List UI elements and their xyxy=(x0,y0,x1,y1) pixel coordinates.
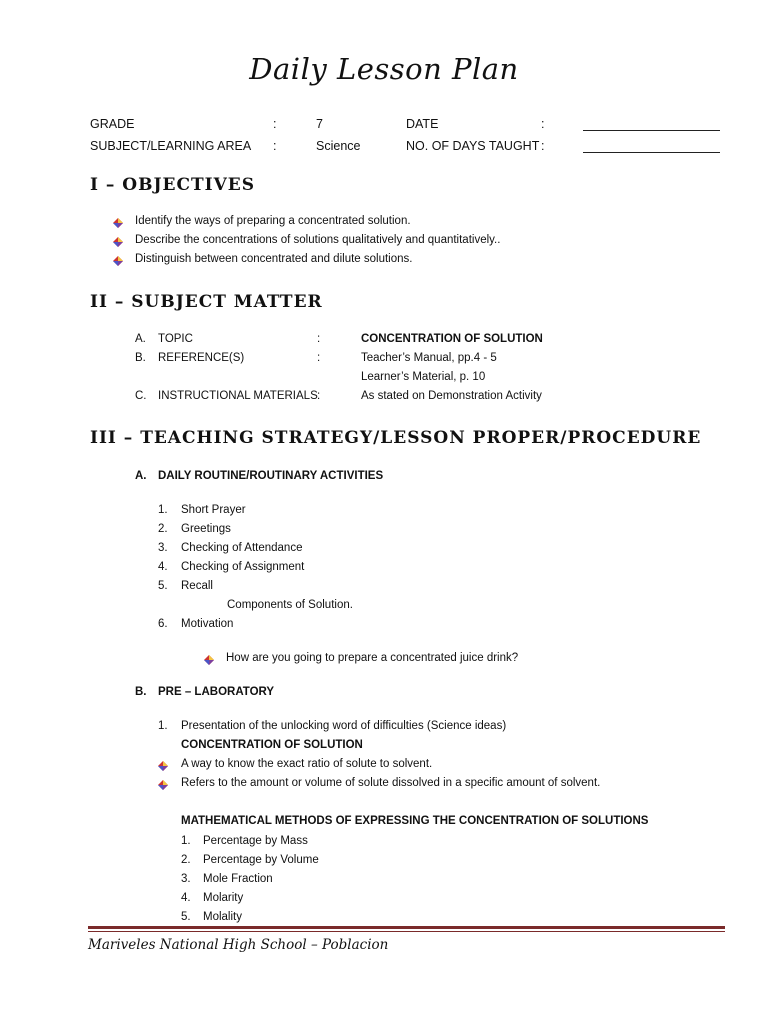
section-b-title: PRE – LABORATORY xyxy=(158,686,275,698)
list-num: 3. xyxy=(158,542,168,554)
strategy-heading: III – TEACHING STRATEGY/LESSON PROPER/PROCEDURE xyxy=(90,428,702,448)
methods-title: MATHEMATICAL METHODS OF EXPRESSING THE CONCENTRATION OF SOLUTIONS xyxy=(181,815,649,827)
date-colon: : xyxy=(541,117,545,131)
days-label: NO. OF DAYS TAUGHT xyxy=(406,139,540,153)
list-num: 6. xyxy=(158,618,168,630)
row-label: REFERENCE(S) xyxy=(158,352,245,364)
grade-label: GRADE xyxy=(90,117,135,131)
days-blank-line xyxy=(583,152,720,153)
row-value: Teacher’s Manual, pp.4 - 5 xyxy=(361,352,497,364)
row-letter: A. xyxy=(135,333,146,345)
list-num: 5. xyxy=(158,580,168,592)
list-num: 2. xyxy=(181,854,191,866)
list-item: Checking of Assignment xyxy=(181,561,305,573)
list-item: Recall xyxy=(181,580,213,592)
footer-divider-thin xyxy=(88,931,725,932)
list-item: Greetings xyxy=(181,523,231,535)
section-a-letter: A. xyxy=(135,470,147,482)
row-value: As stated on Demonstration Activity xyxy=(361,390,542,402)
date-blank-line xyxy=(583,130,720,131)
objectives-heading: I – OBJECTIVES xyxy=(90,175,256,195)
row-colon: : xyxy=(317,390,321,402)
row-label: TOPIC xyxy=(158,333,193,345)
list-num: 2. xyxy=(158,523,168,535)
row-value: CONCENTRATION OF SOLUTION xyxy=(361,333,543,345)
list-num: 4. xyxy=(181,892,191,904)
grade-value: 7 xyxy=(316,117,323,131)
days-colon: : xyxy=(541,139,545,153)
date-label: DATE xyxy=(406,117,439,131)
arrow-bullet-icon xyxy=(204,655,214,665)
page-title: Daily Lesson Plan xyxy=(249,52,519,86)
footer-divider-thick xyxy=(88,926,725,929)
row-letter: B. xyxy=(135,352,146,364)
list-item: Describe the concentrations of solutions qualitatively and quantitatively.. xyxy=(135,234,501,246)
list-item: Distinguish between concentrated and dilute solutions. xyxy=(135,253,413,265)
arrow-bullet-icon xyxy=(113,256,123,266)
list-item: Molality xyxy=(203,911,242,923)
arrow-bullet-icon xyxy=(158,780,168,790)
list-num: 1. xyxy=(181,835,191,847)
grade-colon: : xyxy=(273,117,277,131)
list-item: Molarity xyxy=(203,892,244,904)
row-label: INSTRUCTIONAL MATERIALS xyxy=(158,390,318,402)
list-item: Percentage by Volume xyxy=(203,854,319,866)
motivation-question: How are you going to prepare a concentrated juice drink? xyxy=(226,652,519,664)
list-item: A way to know the exact ratio of solute to solvent. xyxy=(181,758,433,770)
subject-label: SUBJECT/LEARNING AREA xyxy=(90,139,252,153)
section-a-title: DAILY ROUTINE/ROUTINARY ACTIVITIES xyxy=(158,470,384,482)
list-item: Refers to the amount or volume of solute dissolved in a specific amount of solvent. xyxy=(181,777,601,789)
list-item: Motivation xyxy=(181,618,234,630)
list-item: Percentage by Mass xyxy=(203,835,308,847)
arrow-bullet-icon xyxy=(113,237,123,247)
list-item: Short Prayer xyxy=(181,504,246,516)
row-value: Learner’s Material, p. 10 xyxy=(361,371,486,383)
row-letter: C. xyxy=(135,390,147,402)
list-num: 1. xyxy=(158,720,168,732)
list-num: 3. xyxy=(181,873,191,885)
footer-school-name: Mariveles National High School – Poblacion xyxy=(88,937,389,953)
list-item: Presentation of the unlocking word of difficulties (Science ideas) xyxy=(181,720,507,732)
recall-sub: Components of Solution. xyxy=(227,599,353,611)
row-colon: : xyxy=(317,352,321,364)
subject-matter-heading: II – SUBJECT MATTER xyxy=(90,292,323,312)
list-num: 4. xyxy=(158,561,168,573)
list-num: 1. xyxy=(158,504,168,516)
section-b-letter: B. xyxy=(135,686,147,698)
row-colon: : xyxy=(317,333,321,345)
arrow-bullet-icon xyxy=(158,761,168,771)
list-item: Identify the ways of preparing a concentrated solution. xyxy=(135,215,411,227)
list-num: 5. xyxy=(181,911,191,923)
subject-value: Science xyxy=(316,139,361,153)
concept-title: CONCENTRATION OF SOLUTION xyxy=(181,739,363,751)
list-item: Checking of Attendance xyxy=(181,542,303,554)
list-item: Mole Fraction xyxy=(203,873,273,885)
subject-colon: : xyxy=(273,139,277,153)
arrow-bullet-icon xyxy=(113,218,123,228)
